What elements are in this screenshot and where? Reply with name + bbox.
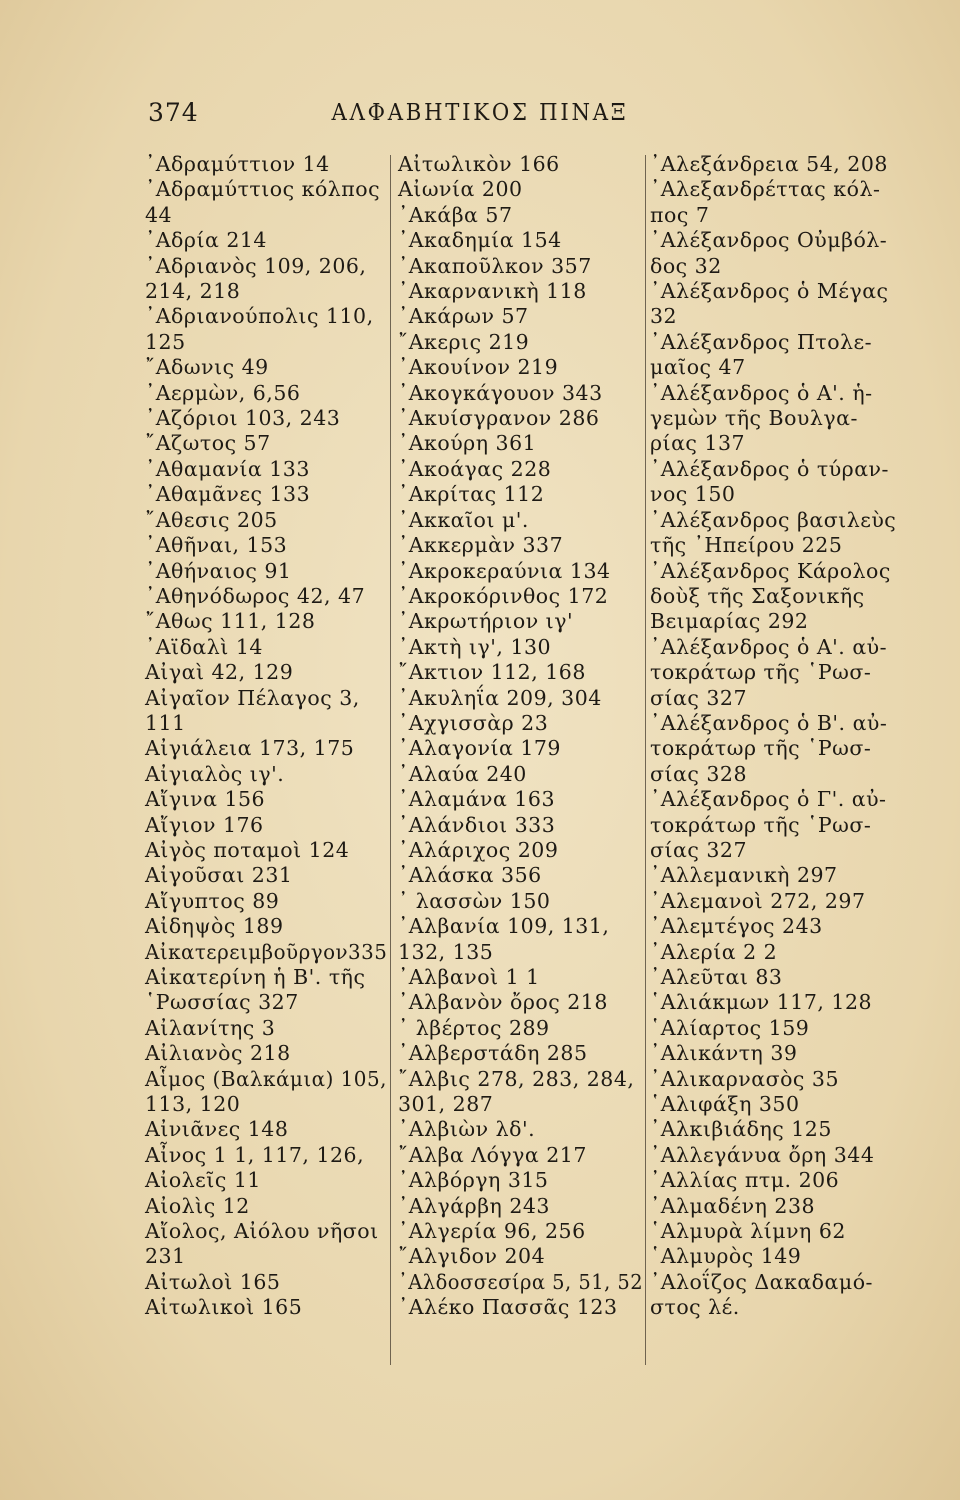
index-entry: ῾Αλίαρτος 159 [650,1015,810,1040]
index-entry: ᾿Ακαποῦλκον 357 [398,253,592,278]
index-entry: Αἰτωλικοὶ 165 [145,1295,303,1320]
index-column-1 [145,152,387,1321]
index-entry: Αἶνος 1 1, 117, 126, [145,1142,365,1167]
index-entry: ᾿Ακρωτήριον ιγ' [398,609,574,634]
index-entry: ᾿Αλεξανδρέττας κόλ- [650,177,881,202]
index-entry: ᾿Αλέξανδρος ὁ Α'. αὐ- [650,634,888,659]
index-entry: ῎Ακτιον 112, 168 [398,660,586,685]
index-entry: τοκράτωρ τῆς ῾Ρωσ- [650,660,872,685]
index-entry: ᾿Αλαύα 240 [398,761,527,786]
index-entry: Αἰγοῦσαι 231 [145,863,293,888]
index-entry: ᾿Ακάβα 57 [398,202,513,227]
index-entry: Αἰδηψὸς 189 [145,914,284,939]
index-entry: ᾿Αλάριχος 209 [398,837,559,862]
index-entry: ᾿Αθαμανία 133 [145,456,310,481]
index-entry: ᾿Αθῆναι, 153 [145,533,288,558]
index-entry: ᾿Αλλεγάνυα ὄρη 344 [650,1142,875,1167]
index-entry: ᾿Αδρία 214 [145,228,267,253]
index-entry: ᾿Αθαμᾶνες 133 [145,482,311,507]
index-entry: ᾿Ακούρη 361 [398,431,537,456]
index-entry: ᾿Ακάρων 57 [398,304,529,329]
index-entry: Αἰγιαλὸς ιγ'. [145,761,285,786]
index-entry: ᾿Αλάσκα 356 [398,863,542,888]
index-entry: Αἰολὶς 12 [145,1193,250,1218]
index-entry: ᾿Ακτὴ ιγ', 130 [398,634,552,659]
index-entry: στος λέ. [650,1295,740,1320]
index-entry: Αἰτωλικὸν 166 [398,152,560,176]
index-column-3 [650,152,905,1321]
index-entry: 111 [145,710,186,735]
index-entry: ῎Αλγιδον 204 [398,1244,546,1269]
index-entry: ᾿Ακαδημία 154 [398,228,562,253]
index-entry: ᾿Αχγισσὰρ 23 [398,710,549,735]
page-number: 374 [148,98,199,127]
page-header [0,98,960,138]
index-entry: ᾿Αλοΐζος Δακαδαμό- [650,1269,873,1294]
index-entry: 113, 120 [145,1092,241,1117]
index-entry: ᾿Ακοάγας 228 [398,456,552,481]
index-entry: ῎Αθεσις 205 [145,507,278,532]
index-entry: 231 [145,1244,186,1269]
index-entry: ᾿Αθήναιος 91 [145,558,292,583]
index-entry: ῾Αλιάκμων 117, 128 [650,990,873,1015]
index-entry: ᾿Αλέξανδρος Κάρολος [650,558,891,583]
index-entry: ῎Αζωτος 57 [145,431,271,456]
index-entry: ᾿Αλέξανδρος ὁ Μέγας [650,279,889,304]
index-entry: ᾿Αϊδαλὶ 14 [145,634,263,659]
index-entry: ᾿Αλεμτέγος 243 [650,914,823,939]
index-entry: σίας 327 [650,837,748,862]
index-entry: πος 7 [650,202,710,227]
index-entry: ᾿Αλέξανδρος Πτολε- [650,329,873,354]
index-entry: ῾Αλμυρὰ λίμνη 62 [650,1219,846,1244]
index-entry: ᾿Ακκαῖοι μ'. [398,507,529,532]
index-entry: ῎Αλβις 278, 283, 284, [398,1066,635,1091]
index-entry: Αἰγαὶ 42, 129 [145,660,294,685]
index-entry: τοκράτωρ τῆς ῾Ρωσ- [650,736,872,761]
index-entry: ᾿Αδραμύττιος κόλπος [145,177,381,202]
index-entry: τῆς ᾿Ηπείρου 225 [650,533,843,558]
index-entry: τοκράτωρ τῆς ῾Ρωσ- [650,812,872,837]
index-entry: 301, 287 [398,1092,494,1117]
index-entry: ᾿Αλδοσσεσίρα 5, 51, 52 [398,1269,644,1294]
index-entry: ᾿Αλικαρνασὸς 35 [650,1066,840,1091]
index-entry: ᾿ λασσὼν 150 [398,888,551,913]
index-entry: Αἴγιον 176 [145,812,264,837]
index-entry: ᾿Αδριανὸς 109, 206, [145,253,367,278]
index-entry: ᾿Αλβανὸν ὄρος 218 [398,990,608,1015]
index-entry: ᾿Αλικάντη 39 [650,1041,798,1066]
index-entry: δοὺξ τῆς Σαξονικῆς [650,583,865,608]
index-entry: ᾿Αζόριοι 103, 243 [145,406,341,431]
index-entry: 32 [650,304,678,329]
index-column-2 [398,152,643,1321]
index-entry: Αἰνιᾶνες 148 [145,1117,289,1142]
index-entry: ᾿ λβέρτος 289 [398,1015,550,1040]
running-title: ΑΛΦΑΒΗΤΙΚΟΣ ΠΙΝΑΞ [331,100,629,126]
index-entry: 44 [145,202,173,227]
index-entry: ᾿Αλερία 2 2 [650,939,778,964]
index-entry: Αἰολεῖς 11 [145,1168,261,1193]
index-entry: ῎Ακερις 219 [398,329,530,354]
index-entry: ᾿Αλαγονία 179 [398,736,561,761]
index-entry: δος 32 [650,253,722,278]
index-entry: ᾿Αλέξανδρος ὁ τύραν- [650,456,889,481]
column-rule-1 [390,155,391,1365]
index-entry: Αἰκατερίνη ἡ Β'. τῆς [145,965,366,989]
index-entry: ᾿Ακκερμὰν 337 [398,533,564,558]
index-entry: 125 [145,329,186,354]
index-entry: ᾿Αλκιβιάδης 125 [650,1117,832,1142]
index-entry: ᾿Αλβανία 109, 131, [398,914,610,939]
index-entry: ᾿Ακρίτας 112 [398,482,545,507]
index-entry: Αἰτωλοὶ 165 [145,1269,281,1294]
index-entry: Αἰγιάλεια 173, 175 [145,736,355,761]
index-entry: σίας 327 [650,685,748,710]
index-entry: γεμὼν τῆς Βουλγα- [650,406,858,431]
index-entry: ᾿Ακυίσγρανον 286 [398,406,600,431]
index-entry: ᾿Αλεξάνδρεια 54, 208 [650,152,888,176]
index-entry: σίας 328 [650,761,748,786]
index-entry: ᾿Αλέξανδρος ὁ Γ'. αὐ- [650,787,887,812]
index-entry: ῎Αδωνις 49 [145,355,269,380]
index-entry: 214, 218 [145,279,241,304]
index-entry: ᾿Ακαρνανικὴ 118 [398,279,587,304]
index-entry: ᾿Αλλίας πτμ. 206 [650,1168,840,1193]
index-entry: ᾿Αλλεμανικὴ 297 [650,863,838,888]
index-entry: ᾿Αλέξανδρος Οὐμβόλ- [650,228,888,253]
index-entry: Αἷμος (Βαλκάμια) 105, [145,1066,387,1091]
index-entry: ρίας 137 [650,431,746,456]
index-entry: ᾿Ακροκόρινθος 172 [398,583,609,608]
index-entry: ᾿Αλβιὼν λδ'. [398,1117,536,1142]
index-entry: Αἴολος, Αἰόλου νῆσοι [145,1219,379,1244]
index-entry: νος 150 [650,482,736,507]
index-entry: ᾿Αλεῦται 83 [650,965,783,989]
index-entry: ᾿Αλβανοὶ 1 1 [398,965,540,989]
index-entry: Αἴγινα 156 [145,787,266,812]
index-entry: Αἰωνία 200 [398,177,523,202]
index-entry: ᾿Αλγάρβη 243 [398,1193,550,1218]
index-entry: ῾Ρωσσίας 327 [145,990,299,1015]
index-entry: ᾿Αθηνόδωρος 42, 47 [145,583,366,608]
index-entry: ᾿Αλβόργη 315 [398,1168,549,1193]
index-entry: Αἰκατερειμβοῦργον335 [145,939,388,964]
index-entry: ᾿Ακουίνον 219 [398,355,559,380]
index-entry: ᾿Αλέκο Πασσᾶς 123 [398,1295,618,1320]
index-entry: ᾿Αλγερία 96, 256 [398,1219,586,1244]
index-entry: ῾Αλιφάξη 350 [650,1092,800,1117]
index-entry: ᾿Ακροκεραύνια 134 [398,558,611,583]
index-entry: ᾿Αλαμάνα 163 [398,787,556,812]
index-entry: ᾿Αδραμύττιον 14 [145,152,330,176]
index-entry: Αἰλιανὸς 218 [145,1041,291,1066]
index-entry: ᾿Αλέξανδρος ὁ Α'. ἡ- [650,380,873,405]
index-entry: ᾿Αλέξανδρος βασιλεὺς [650,507,897,532]
index-entry: Αἰλανίτης 3 [145,1015,276,1040]
index-entry: ᾿Ακυληΐα 209, 304 [398,685,602,710]
index-entry: Βειμαρίας 292 [650,609,809,634]
index-entry: ᾿Αδριανούπολις 110, [145,304,374,329]
index-entry: ᾿Ακογκάγουον 343 [398,380,603,405]
index-entry: ῎Αλβα Λόγγα 217 [398,1142,587,1167]
index-entry: Αἰγαῖον Πέλαγος 3, [145,685,360,710]
index-entry: ᾿Αλέξανδρος ὁ Β'. αὐ- [650,710,888,735]
index-entry: ᾿Αλμαδένη 238 [650,1193,816,1218]
column-rule-2 [645,155,646,1365]
index-entry: μαῖος 47 [650,355,746,380]
index-entry: ῾Αλμυρὸς 149 [650,1244,802,1269]
index-entry: ῎Αθως 111, 128 [145,609,316,634]
index-entry: ᾿Αερμὼν, 6,56 [145,380,301,405]
index-entry: 132, 135 [398,939,494,964]
index-entry: ᾿Αλάνδιοι 333 [398,812,556,837]
index-entry: ᾿Αλβερστάδη 285 [398,1041,588,1066]
index-entry: ᾿Αλεμανοὶ 272, 297 [650,888,866,913]
index-entry: Αἰγὸς ποταμοὶ 124 [145,837,350,862]
index-entry: Αἴγυπτος 89 [145,888,280,913]
